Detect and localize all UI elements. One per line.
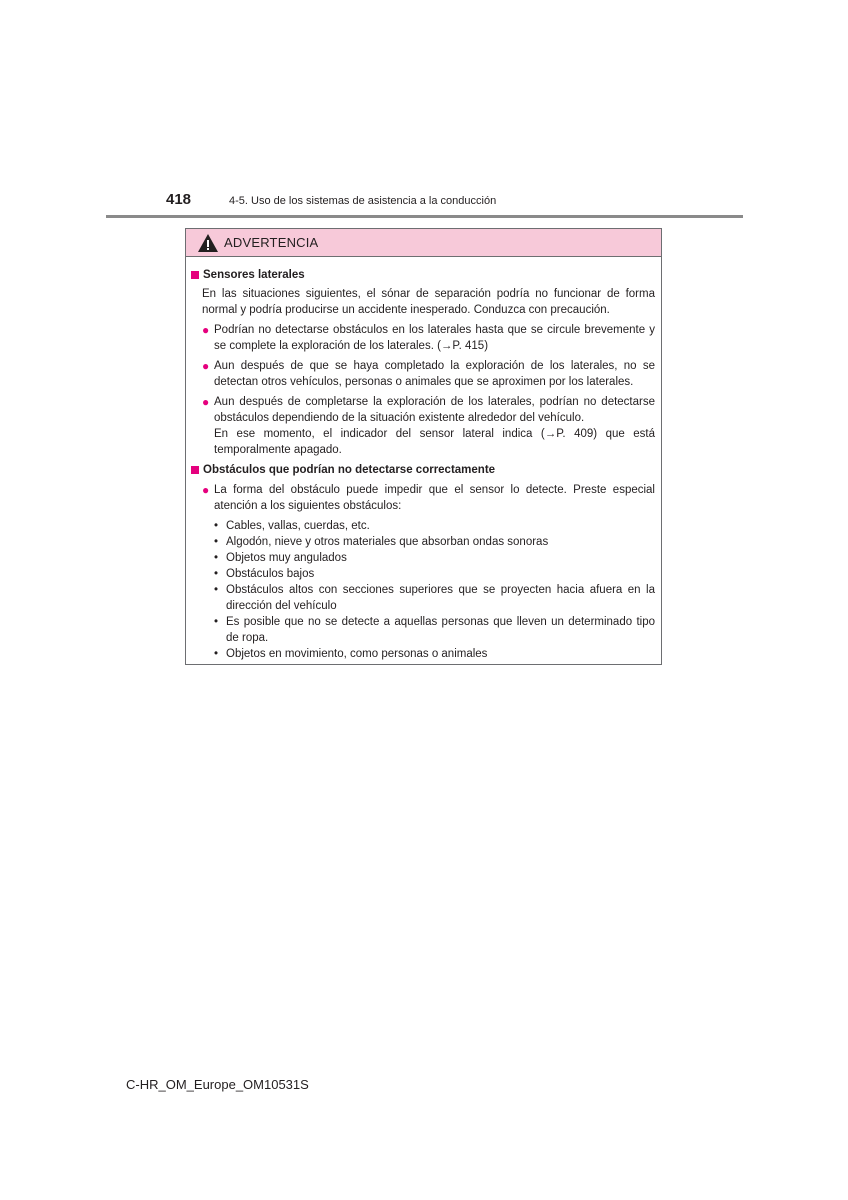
bullet-item: [214, 614, 655, 646]
page-number: 418: [166, 191, 192, 208]
bullet-item-text: Algodón, nieve y otros materiales que absorban ondas sonoras: [226, 536, 549, 548]
bullet-item-text: Cables, vallas, cuerdas, etc.: [226, 520, 370, 532]
dot-bullet-icon: •: [214, 568, 219, 580]
bullet-item: [214, 518, 655, 534]
warning-title: ADVERTENCIA: [224, 235, 319, 250]
bullet-list: [191, 518, 655, 662]
section-heading-text: Obstáculos que podrían no detectarse correctamente: [203, 464, 496, 476]
circle-bullet-icon: ●: [202, 483, 210, 497]
warning-triangle-icon: [197, 233, 219, 253]
bullet-item-text: Es posible que no se detecte a aquellas personas que lleven un determinado tipo de ropa.: [226, 616, 655, 644]
header-rule: [106, 215, 743, 218]
list-item: [191, 358, 655, 390]
dot-bullet-icon: •: [214, 520, 219, 532]
circle-bullet-icon: ●: [202, 359, 210, 373]
warning-body: [186, 257, 661, 662]
list-item: [191, 322, 655, 354]
section-heading: [191, 462, 655, 478]
dot-bullet-icon: •: [214, 648, 219, 660]
bullet-item-text: Obstáculos altos con secciones superiores que se proyecten hacia afuera en la dirección del vehículo: [226, 584, 655, 612]
dot-bullet-icon: •: [214, 552, 219, 564]
dot-bullet-icon: •: [214, 584, 219, 596]
circle-bullet-icon: ●: [202, 323, 210, 337]
bullet-item: [214, 566, 655, 582]
section-heading-text: Sensores laterales: [203, 269, 305, 281]
list-item-text: Aun después de completarse la exploración de los laterales, podrían no detectarse obstáculos dependiendo de la situación existente alrededor del vehículo. En ese momento, el indicador del sensor lateral indica (→P. 409) que está temporalmente apagado.: [214, 396, 655, 456]
warning-box: [185, 228, 662, 665]
bullet-item-text: Objetos en movimiento, como personas o animales: [226, 648, 488, 660]
bullet-item: [214, 582, 655, 614]
list-item-text: La forma del obstáculo puede impedir que el sensor lo detecte. Preste especial atención a los siguientes obstáculos:: [214, 484, 655, 512]
list-item: [191, 482, 655, 514]
warning-header: [186, 229, 661, 257]
section-heading: [191, 267, 655, 283]
list-item-text: Podrían no detectarse obstáculos en los laterales hasta que se circule brevemente y se complete la exploración de los laterales. (→P. 415): [214, 324, 655, 352]
dot-bullet-icon: •: [214, 616, 219, 628]
section-title: 4-5. Uso de los sistemas de asistencia a la conducción: [229, 195, 497, 207]
list-item-text: Aun después de que se haya completado la exploración de los laterales, no se detectan otros vehículos, personas o animales que se aproximen por los laterales.: [214, 360, 655, 388]
bullet-item: [214, 534, 655, 550]
footer-code: C-HR_OM_Europe_OM10531S: [126, 1077, 309, 1092]
bullet-item: [214, 550, 655, 566]
section-intro: En las situaciones siguientes, el sónar de separación podría no funcionar de forma normal y podría producirse un accidente inesperado. Conduzca con precaución.: [202, 288, 655, 316]
bullet-item-text: Obstáculos bajos: [226, 568, 315, 580]
square-marker-icon: [191, 466, 199, 474]
square-marker-icon: [191, 271, 199, 279]
dot-bullet-icon: •: [214, 536, 219, 548]
bullet-item: [214, 646, 655, 662]
bullet-item-text: Objetos muy angulados: [226, 552, 347, 564]
circle-bullet-icon: ●: [202, 395, 210, 409]
list-item: [191, 394, 655, 458]
